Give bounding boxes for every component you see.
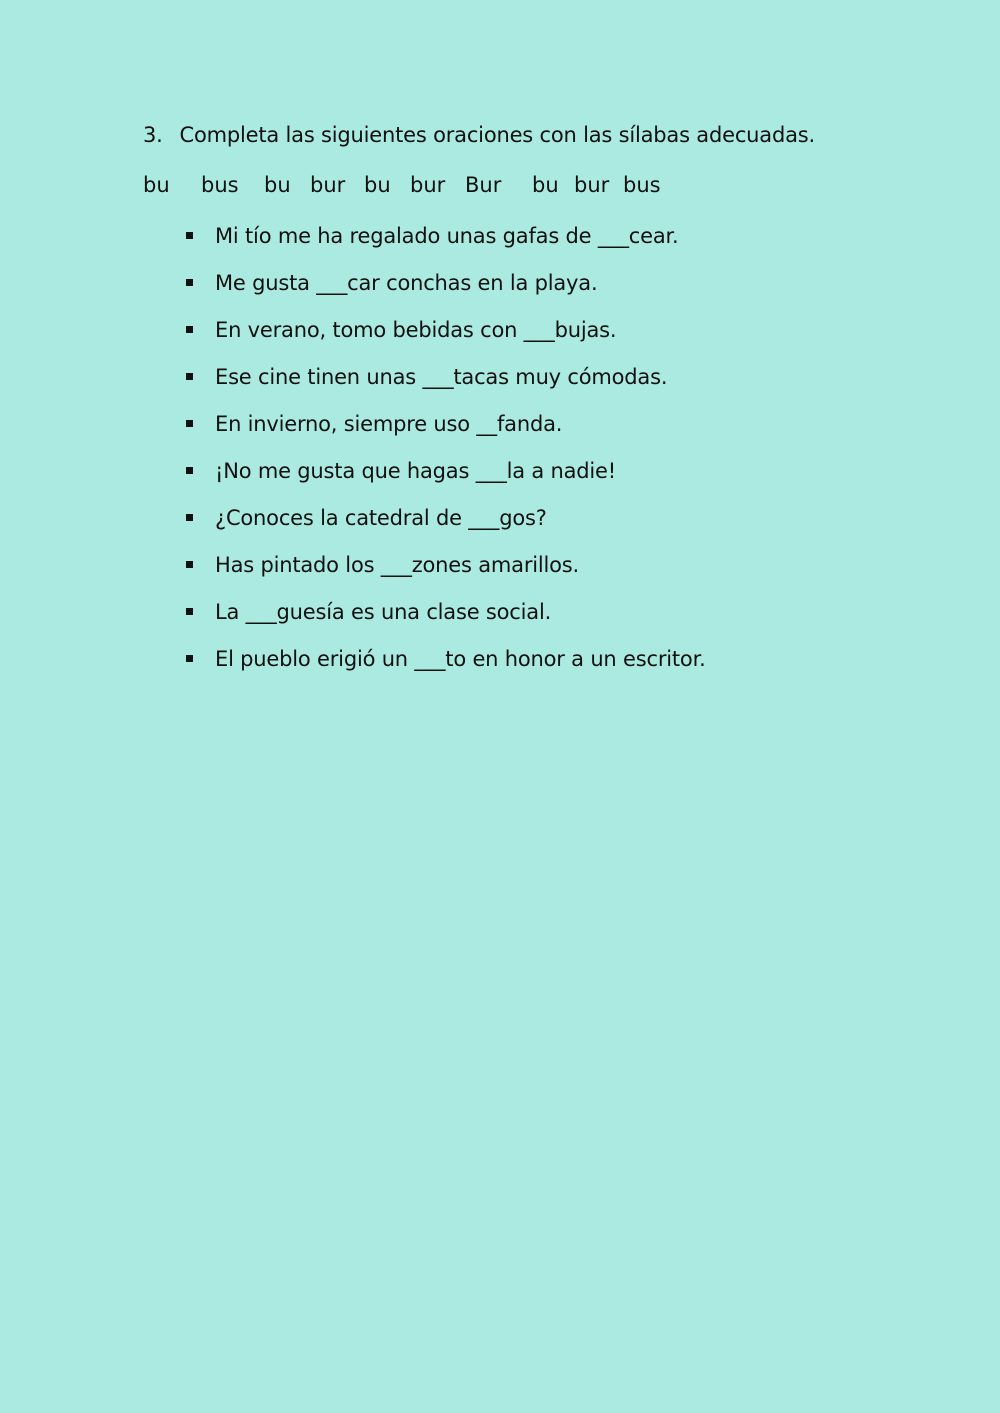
sentence-text: En invierno, siempre uso __fanda. (215, 412, 563, 436)
square-bullet-icon (186, 608, 193, 615)
sentence-item (143, 642, 903, 689)
square-bullet-icon (186, 279, 193, 286)
sentence-item (143, 548, 903, 595)
syllable-option: Bur (465, 173, 502, 197)
sentence-text: ¿Conoces la catedral de ___gos? (215, 506, 547, 530)
sentence-item (143, 219, 903, 266)
sentence-item (143, 407, 903, 454)
sentence-text: El pueblo erigió un ___to en honor a un escritor. (215, 647, 706, 671)
syllable-option: bur (574, 173, 610, 197)
exercise-instruction (143, 118, 903, 152)
syllable-option: bu (532, 173, 559, 197)
sentence-item (143, 266, 903, 313)
syllable-bank (143, 168, 903, 202)
sentence-list (143, 219, 903, 689)
syllable-option: bur (410, 173, 446, 197)
worksheet (143, 118, 903, 689)
exercise-number: 3. (143, 123, 163, 147)
square-bullet-icon (186, 561, 193, 568)
sentence-text: Me gusta ___car conchas en la playa. (215, 271, 598, 295)
square-bullet-icon (186, 326, 193, 333)
square-bullet-icon (186, 232, 193, 239)
square-bullet-icon (186, 420, 193, 427)
syllable-option: bu (264, 173, 291, 197)
syllable-option: bu (143, 173, 170, 197)
syllable-option: bus (623, 173, 661, 197)
sentence-item (143, 313, 903, 360)
syllable-option: bus (201, 173, 239, 197)
square-bullet-icon (186, 373, 193, 380)
syllable-option: bu (364, 173, 391, 197)
square-bullet-icon (186, 514, 193, 521)
square-bullet-icon (186, 467, 193, 474)
sentence-item (143, 360, 903, 407)
syllable-option: bur (310, 173, 346, 197)
sentence-text: En verano, tomo bebidas con ___bujas. (215, 318, 617, 342)
sentence-text: Ese cine tinen unas ___tacas muy cómodas. (215, 365, 668, 389)
square-bullet-icon (186, 655, 193, 662)
sentence-item (143, 595, 903, 642)
instruction-text: Completa las siguientes oraciones con las sílabas adecuadas. (179, 123, 815, 147)
sentence-text: Mi tío me ha regalado unas gafas de ___cear. (215, 224, 679, 248)
sentence-item (143, 501, 903, 548)
sentence-text: ¡No me gusta que hagas ___la a nadie! (215, 459, 616, 483)
sentence-item (143, 454, 903, 501)
sentence-text: La ___guesía es una clase social. (215, 600, 552, 624)
sentence-text: Has pintado los ___zones amarillos. (215, 553, 580, 577)
